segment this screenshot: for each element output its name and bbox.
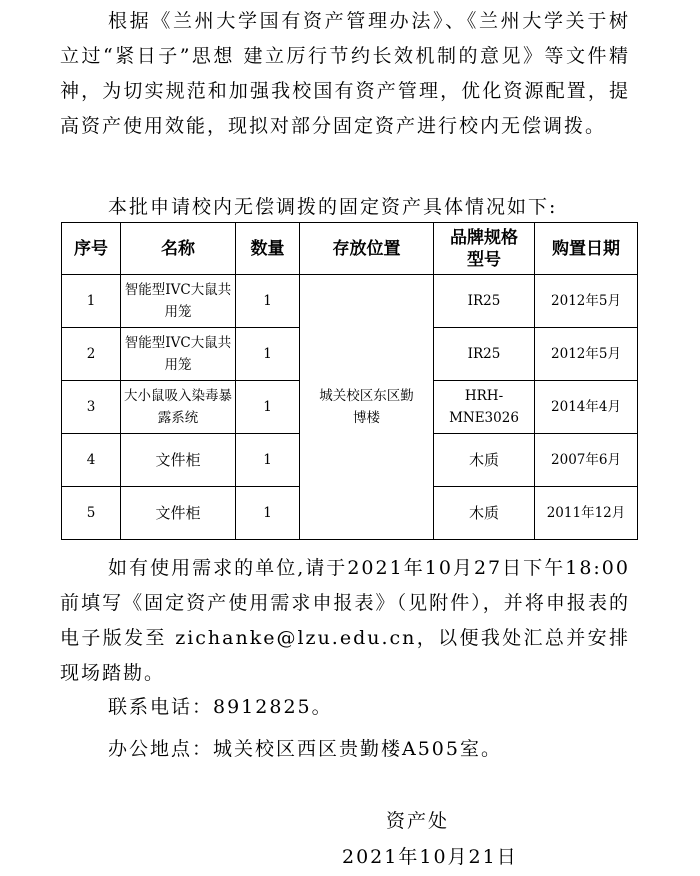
intro-paragraph: 根据《兰州大学国有资产管理办法》、《兰州大学关于树立过“紧日子”思想 建立厉行节约长效机制的意见》等文件精神，为切实规范和加强我校国有资产管理，优化资源配置，提高资产使用效能，现拟对部分固定资产进行校内无偿调拨。 (60, 10, 630, 137)
cell-model: IR25 (434, 328, 535, 381)
cell-name: 智能型IVC大鼠共用笼 (121, 328, 236, 381)
table-intro: 本批申请校内无偿调拨的固定资产具体情况如下: (108, 196, 558, 218)
contact-phone: 联系电话：8912825。 (108, 696, 333, 718)
cell-date: 2011年12月 (535, 487, 638, 540)
header-index: 序号 (62, 223, 121, 275)
signature-date: 2021年10月21日 (342, 846, 518, 868)
cell-date: 2012年5月 (535, 328, 638, 381)
cell-index: 5 (62, 487, 121, 540)
cell-name: 大小鼠吸入染毒暴露系统 (121, 381, 236, 434)
cell-index: 2 (62, 328, 121, 381)
cell-quantity: 1 (236, 275, 300, 328)
cell-quantity: 1 (236, 381, 300, 434)
cell-quantity: 1 (236, 328, 300, 381)
cell-index: 1 (62, 275, 121, 328)
cell-date: 2007年6月 (535, 434, 638, 487)
cell-name: 文件柜 (121, 487, 236, 540)
header-location: 存放位置 (300, 223, 434, 275)
cell-index: 3 (62, 381, 121, 434)
cell-quantity: 1 (236, 434, 300, 487)
header-date: 购置日期 (535, 223, 638, 275)
cell-name: 智能型IVC大鼠共用笼 (121, 275, 236, 328)
cell-date: 2012年5月 (535, 275, 638, 328)
location-text: 城关校区东区勤博楼 (319, 388, 414, 426)
office-address: 办公地点：城关校区西区贵勤楼A505室。 (108, 738, 502, 760)
header-model: 品牌规格型号 (434, 223, 535, 275)
cell-name: 文件柜 (121, 434, 236, 487)
table-header-row (62, 223, 638, 275)
cell-index: 4 (62, 434, 121, 487)
header-name: 名称 (121, 223, 236, 275)
header-quantity: 数量 (236, 223, 300, 275)
cell-model: IR25 (434, 275, 535, 328)
asset-table (61, 222, 638, 540)
cell-location (300, 275, 434, 540)
cell-date: 2014年4月 (535, 381, 638, 434)
cell-model: 木质 (434, 487, 535, 540)
cell-model: HRH-MNE3026 (434, 381, 535, 434)
signature-department: 资产处 (386, 810, 450, 832)
cell-model: 木质 (434, 434, 535, 487)
table-row (62, 275, 638, 328)
cell-quantity: 1 (236, 487, 300, 540)
notice-paragraph: 如有使用需求的单位,请于2021年10月27日下午18:00前填写《固定资产使用需求申报表》（见附件），并将申报表的电子版发至 zichanke@lzu.edu.cn，以便我处汇总并安排现场踏勘。 (60, 557, 630, 684)
